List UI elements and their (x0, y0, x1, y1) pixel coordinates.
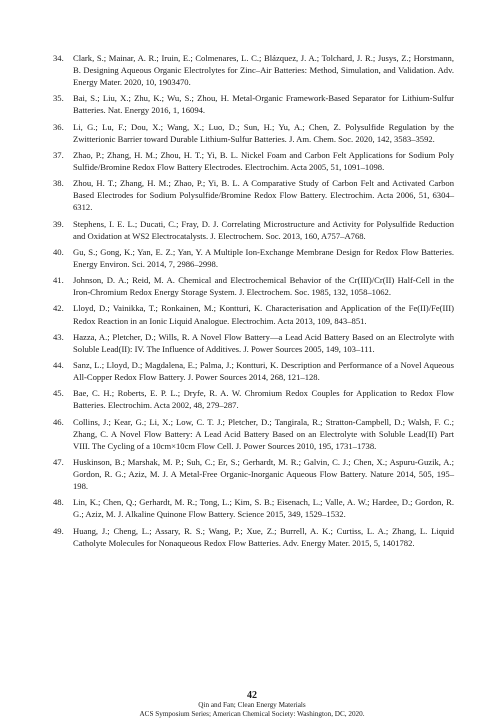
reference-number: 37. (53, 149, 64, 160)
reference-number: 45. (53, 388, 64, 399)
reference-item (53, 274, 454, 298)
reference-list (53, 52, 454, 553)
reference-item (53, 359, 454, 383)
reference-text: Lloyd, D.; Vainikka, T.; Ronkainen, M.; Kontturi, K. Characterisation and Application of the Fe(II)/Fe(III) Redox Reaction in an Ionic Liquid Analogue. Electrochim. Acta 2013, 109, 843–851. (73, 303, 454, 326)
reference-text: Bai, S.; Liu, X.; Zhu, K.; Wu, S.; Zhou, H. Metal-Organic Framework-Based Separator for Lithium-Sulfur Batteries. Nat. Energy 2016, 1, 16094. (73, 93, 454, 116)
reference-item (53, 456, 454, 492)
reference-number: 48. (53, 497, 64, 508)
reference-item (53, 246, 454, 270)
reference-text: Collins, J.; Kear, G.; Li, X.; Low, C. T. J.; Pletcher, D.; Tangirala, R.; Stratton-Campbell, D.; Walsh, F. C.; Zhang, C. A Novel Flow Battery: A Lead Acid Battery Based on an Electrolyte with Soluble Lead(II) Part VIII. The Cycling of a 10cm×10cm Flow Cell. J. Power Sources 2010, 195, 1731–1738. (73, 416, 454, 451)
reference-item (53, 496, 454, 520)
reference-text: Clark, S.; Mainar, A. R.; Iruin, E.; Colmenares, L. C.; Blázquez, J. A.; Tolchard, J. R.; Jusys, Z.; Horstmann, B. Designing Aqueous Organic Electrolytes for Zinc–Air Batteries: Method, Simulation, and Validation. Adv. Energy Mater. 2020, 10, 1903470. (73, 53, 454, 88)
reference-text: Zhao, P.; Zhang, H. M.; Zhou, H. T.; Yi, B. L. Nickel Foam and Carbon Felt Applications for Sodium Poly Sulfide/Bromine Redox Flow Battery Electrodes. Electrochim. Acta 2005, 51, 1091–1098. (73, 149, 454, 173)
reference-text: Gu, S.; Gong, K.; Yan, E. Z.; Yan, Y. A Multiple Ion-Exchange Membrane Design for Redox Flow Batteries. Energy Environ. Sci. 2014, 7, 2986–2998. (73, 246, 454, 269)
reference-item (53, 387, 454, 411)
footer-book-title: Qin and Fan; Clean Energy Materials (198, 701, 306, 709)
reference-item (53, 121, 454, 145)
reference-number: 46. (53, 416, 64, 427)
reference-item (53, 525, 454, 549)
page-number: 42 (247, 690, 257, 701)
reference-item (53, 218, 454, 242)
reference-text: Huskinson, B.; Marshak, M. P.; Suh, C.; Er, S.; Gerhardt, M. R.; Galvin, C. J.; Chen, X.; Aspuru-Guzik, A.; Gordon, R. G.; Aziz, M. J. A Metal-Free Organic-Inorganic Aqueous Flow Battery. Nature 2014, 505, 195–198. (73, 456, 454, 492)
reference-number: 40. (53, 246, 64, 257)
reference-number: 38. (53, 178, 64, 189)
reference-item (53, 52, 454, 88)
reference-text: Stephens, I. E. L.; Ducati, C.; Fray, D. J. Correlating Microstructure and Activity for Polysulfide Reduction and Oxidation at WS2 Electrocatalysts. J. Electrochem. Soc. 2013, 160, A757–A768. (73, 218, 454, 241)
reference-number: 41. (53, 275, 64, 286)
reference-item (53, 416, 454, 452)
footer-series-info: ACS Symposium Series; American Chemical Society: Washington, DC, 2020. (139, 710, 365, 718)
reference-text: Johnson, D. A.; Reid, M. A. Chemical and Electrochemical Behavior of the Cr(III)/Cr(II) Half-Cell in the Iron-Chromium Redox Energy Storage System. J. Electrochem. Soc. 1985, 132, 1058–1062. (73, 275, 454, 298)
reference-number: 44. (53, 360, 64, 370)
reference-item (53, 302, 454, 326)
reference-number: 36. (53, 121, 64, 132)
reference-number: 43. (53, 331, 64, 342)
reference-number: 49. (53, 525, 64, 536)
reference-text: Bae, C. H.; Roberts, E. P. L.; Dryfe, R. A. W. Chromium Redox Couples for Application to Redox Flow Batteries. Electrochim. Acta 2002, 48, 279–287. (73, 388, 454, 411)
reference-number: 47. (53, 456, 64, 467)
reference-item (53, 177, 454, 213)
reference-text: Sanz, L.; Lloyd, D.; Magdalena, E.; Palma, J.; Kontturi, K. Description and Performance of a Novel Aqueous All-Copper Redox Flow Battery. J. Power Sources 2014, 268, 121–128. (73, 360, 454, 383)
reference-text: Zhou, H. T.; Zhang, H. M.; Zhao, P.; Yi, B. L. A Comparative Study of Carbon Felt and Activated Carbon Based Electrodes for Sodium Polysulfide/Bromine Redox Flow Battery. Electrochim. Acta 2006, 51, 6304–6312. (73, 178, 454, 213)
reference-item (53, 149, 454, 173)
reference-text: Huang, J.; Cheng, L.; Assary, R. S.; Wang, P.; Xue, Z.; Burrell, A. K.; Curtiss, L. A.; Zhang, L. Liquid Catholyte Molecules for Nonaqueous Redox Flow Batteries. Adv. Energy Mater. 2015, 5, 1401782. (73, 525, 454, 548)
reference-item (53, 331, 454, 355)
reference-item (53, 92, 454, 116)
reference-text: Lin, K.; Chen, Q.; Gerhardt, M. R.; Tong, L.; Kim, S. B.; Eisenach, L.; Valle, A. W.; Hardee, D.; Gordon, R. G.; Aziz, M. J. Alkaline Quinone Flow Battery. Science 2015, 349, 1529–1532. (73, 497, 454, 520)
reference-text: Li, G.; Lu, F.; Dou, X.; Wang, X.; Luo, D.; Sun, H.; Yu, A.; Chen, Z. Polysulfide Regulation by the Zwitterionic Barrier toward Durable Lithium-Sulfur Batteries. J. Am. Chem. Soc. 2020, 142, 3583–3592. (73, 121, 454, 144)
reference-number: 39. (53, 218, 64, 229)
reference-number: 35. (53, 93, 64, 104)
reference-text: Hazza, A.; Pletcher, D.; Wills, R. A Novel Flow Battery—a Lead Acid Battery Based on an Electrolyte with Soluble Lead(II): IV. The Influence of Additives. J. Power Sources 2005, 149, 103–111. (73, 331, 454, 354)
reference-number: 42. (53, 303, 64, 314)
reference-number: 34. (53, 53, 64, 63)
